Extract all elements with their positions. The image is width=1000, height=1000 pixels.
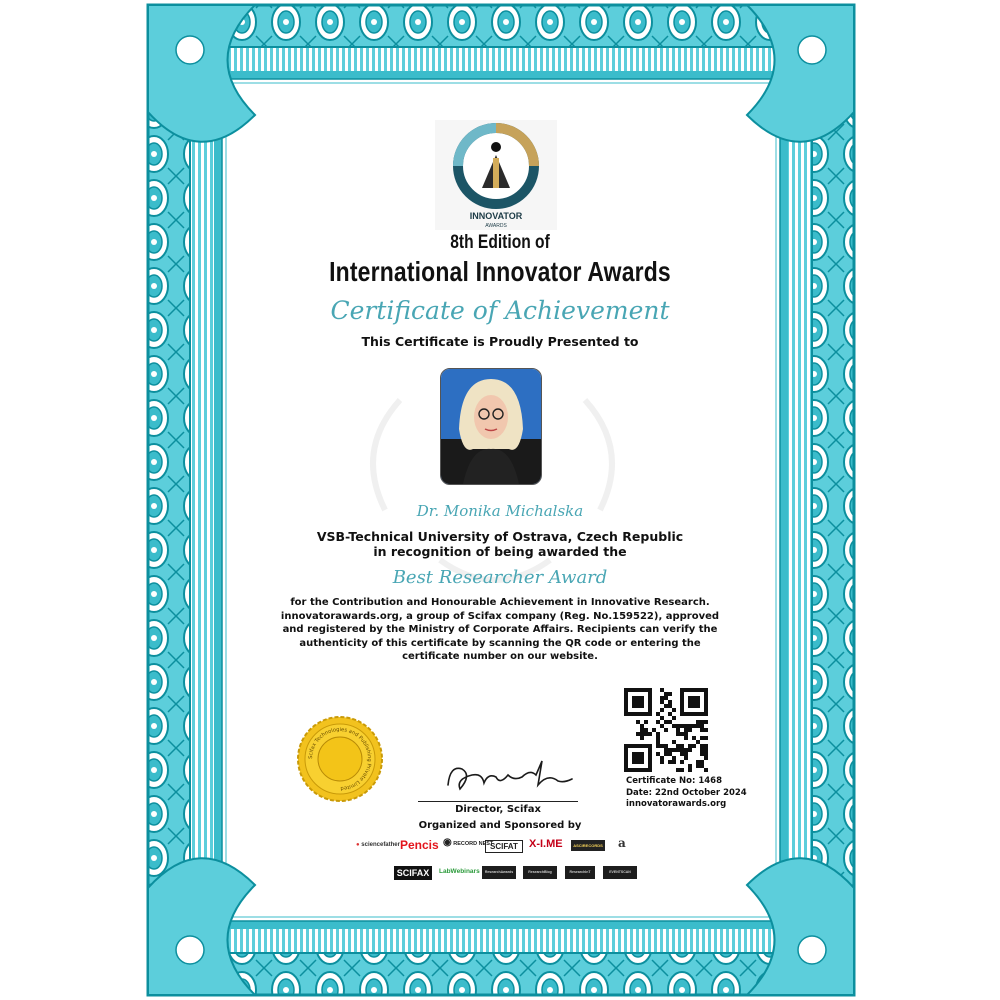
- signature-line: [418, 801, 578, 802]
- sponsor-logo-record-nest: ◉ RECORD NEST: [443, 837, 494, 848]
- awards-title: International Innovator Awards: [329, 256, 671, 287]
- logo-subname: AWARDS: [485, 223, 507, 229]
- certificate-date: Date: 22nd October 2024: [626, 787, 747, 798]
- sponsor-logo-pencis: Pencis: [400, 838, 439, 852]
- sponsor-logo-sciencefather: ● sciencefather: [356, 842, 400, 848]
- certificate-title: Certificate of Achievement: [330, 296, 670, 325]
- recipient-photo: [440, 368, 542, 485]
- innovator-awards-logo: [435, 120, 557, 230]
- director-title: Director, Scifax: [455, 804, 541, 815]
- sponsor-logo-xime: X-I.ME: [529, 838, 563, 850]
- recipient-affiliation: VSB-Technical University of Ostrava, Czech Republic: [316, 529, 684, 544]
- sponsor-logo-researchint: ResearchInT: [565, 866, 595, 879]
- body-line: authenticity of this certificate by scanning the QR code or entering the: [299, 637, 701, 649]
- logo-name: INNOVATOR: [469, 211, 523, 221]
- presented-to-label: This Certificate is Proudly Presented to: [361, 334, 639, 349]
- verification-qr-code[interactable]: [624, 688, 708, 772]
- certificate-info: [626, 776, 747, 811]
- body-line: and registered by the Ministry of Corporate Affairs. Recipients can verify the: [282, 624, 718, 635]
- body-line: certificate number on our website.: [402, 651, 598, 662]
- sponsor-logo-researchawards: ResearchAwards: [482, 866, 516, 879]
- organized-label: Organized and Sponsored by: [418, 820, 582, 831]
- edition-label: 8th Edition of: [450, 232, 550, 253]
- director-signature: [438, 755, 578, 797]
- sponsor-logo-labwebinars: LabWebinars: [439, 868, 480, 875]
- certificate-website[interactable]: innovatorawards.org: [626, 799, 727, 809]
- seal-text: Scifax Technologies and Publishing Private Limited: [307, 726, 373, 792]
- recipient-name: Dr. Monika Michalska: [416, 502, 584, 520]
- sponsor-logo-researchblog: ResearchBlog: [523, 866, 557, 879]
- certificate-number: Certificate No: 1468: [626, 776, 723, 786]
- certificate-body: [0, 596, 1000, 664]
- body-line: innovatorawards.org, a group of Scifax company (Reg. No.159522), approved: [280, 610, 720, 622]
- sponsor-logo-scifat: SCIFAT: [485, 840, 523, 853]
- sponsor-logo-ascirecords: ASCIRECORDS: [571, 840, 605, 851]
- sponsor-logo-eventscan: EVENTSCAN: [603, 866, 637, 879]
- sponsor-logo-a: a: [618, 836, 626, 850]
- recognition-line: in recognition of being awarded the: [373, 544, 627, 559]
- award-name: Best Researcher Award: [392, 567, 608, 588]
- sponsor-logo-scifax: SCIFAX: [394, 866, 432, 880]
- body-line: for the Contribution and Honourable Achievement in Innovative Research.: [290, 597, 710, 608]
- gold-seal: [297, 716, 383, 802]
